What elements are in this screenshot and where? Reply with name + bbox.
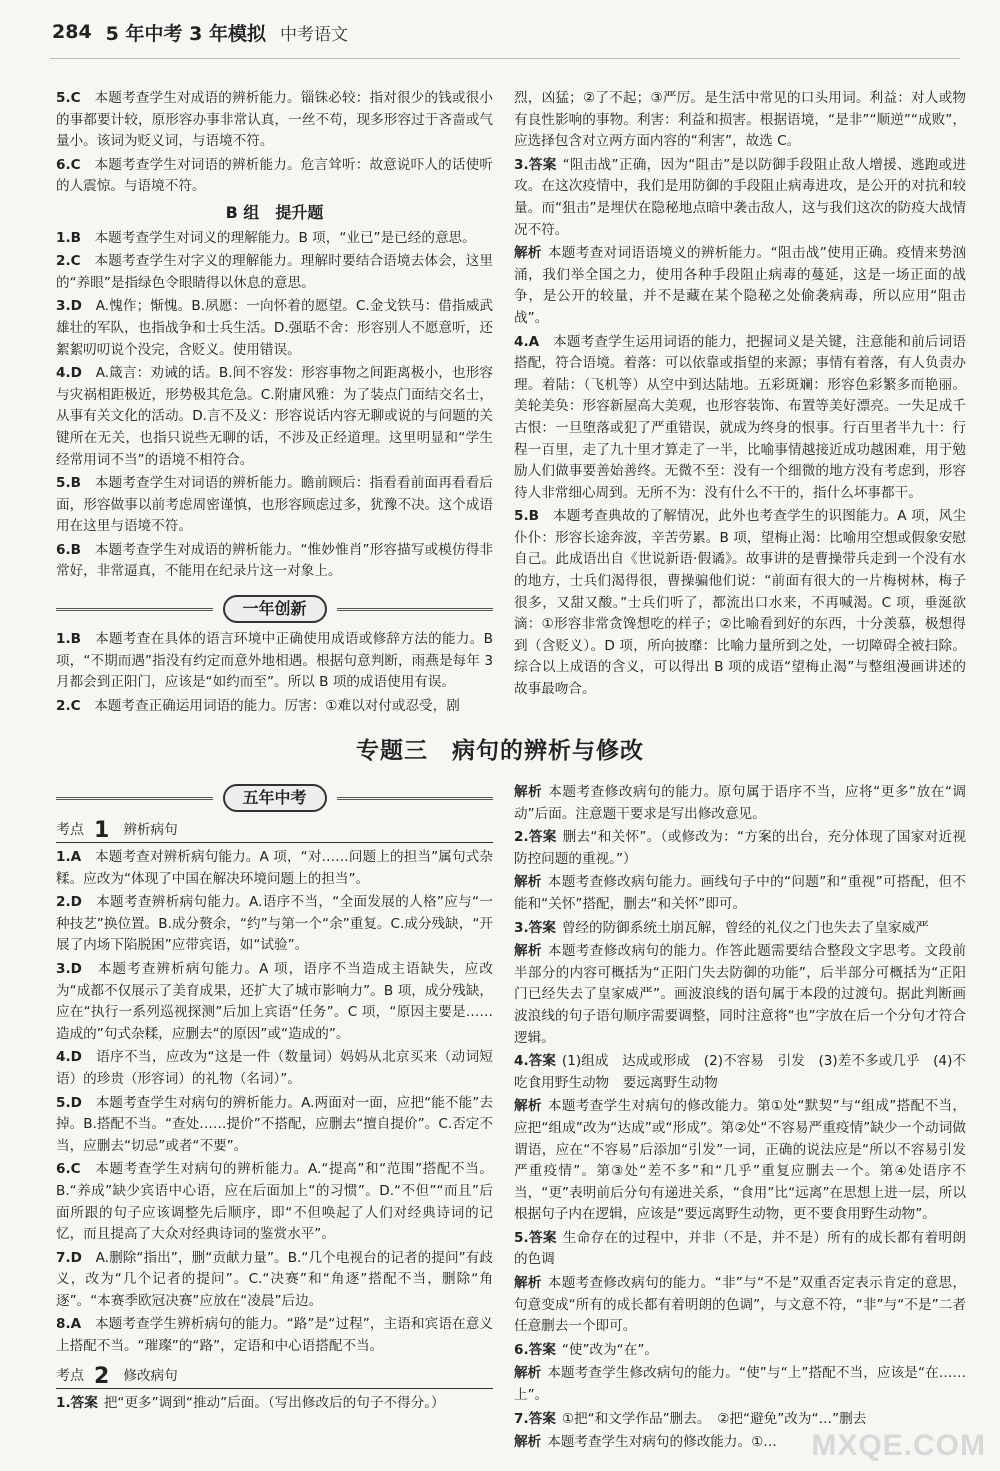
page-number: 284: [52, 21, 92, 43]
site-watermark: MXQE.COM: [811, 1429, 986, 1462]
answer-item: 烈，凶猛；②了不起；③严厉。是生活中常见的口头用词。利益：对人或物有良性影响的事物。利害：利益和损害。根据语境，“是非”“顺逆”“成败”，应选择包含对立两方面内容的“利害”，故选 C。: [514, 90, 966, 150]
answer-item: 7.D A.删除“指出”，删“贡献力量”。B.“几个电视台的记者的提问”有歧义，改为“几个记者的提问”。C.“决赛”和“角逐”搭配不当，删除“角逐”。“本赛季欧冠决赛”应放在“凌晨”后边。: [56, 1249, 494, 1309]
answer-item: 5.B 本题考查典故的了解情况，此外也考查学生的识图能力。A 项，风尘仆仆：形容长途奔波，辛苦劳累。B 项，望梅止渴：比喻用空想或假象安慰自己。此成语出自《世说新语·假谲》。故事讲的是曹操带兵走到一个没有水的地方，士兵们渴得很，曹操骗他们说：“前面有很大的一片梅树林，梅子很多，又甜又酸。”士兵们听了，都流出口水来，不再喊渴。C 项，垂涎欲滴：①形容非常贪馋想吃的样子；②比喻看到好的东西，十分羡慕，极想得到（含贬义）。D 项，所向披靡：比喻力量所到之处，一切障碍全被扫除。综合以上成语的含义，可以得出 B 项的成语“望梅止渴”与整组漫画讲述的故事最吻合。: [514, 508, 967, 698]
banner-label: 五年中考: [222, 784, 326, 812]
analysis-item: 解析 本题考查修改病句的能力。作答此题需要结合整段文字思考。文段前半部分的内容可概括为“正阳门失去防御的功能”，后半部分可概括为“正阳门已经失去了皇家威严”。画波浪线的语句属于本段的过渡句。据此判断画波浪线的句子语句顺序需要调整，同时注意将“也”字放在后一个分句才符合逻辑。: [514, 943, 967, 1046]
upper-right-column: [514, 88, 966, 703]
lower-right-column: [514, 782, 966, 1456]
answer-item: 8.A 本题考查学生辨析病句的能力。“路”是“过程”，主语和宾语在意义上搭配不当。“璀璨”的“路”，定语和中心语搭配不当。: [56, 1316, 494, 1355]
answer-item: 7.答案 ①把“和文学作品”删去。 ②把“避免”改为“…”删去: [514, 1410, 867, 1427]
answer-item: 6.C 本题考查学生对病句的辨析能力。A.“提高”和“范围”搭配不当。B.“养成”缺少宾语中心语，应在后面加上“的习惯”。D.“不但”“而且”后面所跟的句子应该调整先后顺序，即“不但唤起了人们对经典诗词的记忆，而且提高了大众对经典诗词的鉴赏水平”。: [56, 1161, 493, 1243]
section-title: 专题三 病句的辨析与修改: [356, 738, 644, 764]
answer-item: 5.D 本题考查学生对病句的辨析能力。A.两面对一面，应把“能不能”去掉。B.搭配不当。“查处……提价”不搭配，应删去“擅自提价”。C.否定不当，应删去“切忌”或者“不要”。: [56, 1094, 494, 1154]
answer-item: 1.B 本题考查学生对词义的理解能力。B 项，“业已”是已经的意思。: [56, 229, 476, 246]
answer-item: 2.C 本题考查正确运用词语的能力。厉害：①难以对付或忍受，剧: [56, 697, 460, 714]
analysis-item: 解析 本题考查修改病句的能力。原句属于语序不当，应将“更多”放在“调动”后面。注意题干要求是写出修改意见。: [514, 784, 966, 822]
group-heading: B 组 提升题: [225, 202, 324, 222]
answer-item: 4.D A.箴言：劝诫的话。B.间不容发：形容事物之间距离极小，也形容与灾祸相距极近，形势极其危急。C.附庸风雅：为了装点门面结交名士，从事有关文化的活动。D.言不及义：形容说话内容无聊或说的与问题的关键所在无关，也指只说些无聊的话，不涉及正经道理。这里明显和“学生经常用词不当”的语境不相符合。: [56, 365, 494, 468]
topic-heading: 考点 1 辨析病句: [56, 818, 493, 843]
answer-item: 5.B 本题考查学生对词语的辨析能力。瞻前顾后：指看看前面再看看后面，形容做事以前考虑周密谨慎，也形容顾虑过多，犹豫不决。这个成语用在这里与语境不符。: [56, 475, 493, 535]
answer-item: 6.答案 “使”改为“在”。: [514, 1341, 658, 1358]
answer-item: 3.答案 曾经的防御系统土崩瓦解，曾经的礼仪之门也失去了皇家威严: [514, 919, 929, 936]
answer-item: 3.D 本题考查辨析病句能力。A 项，语序不当造成主语缺失，应改为“成都不仅展示了美育成果，还扩大了城市影响力”。B 项，成分残缺，应在“执行一系列巡视探测”后加上宾语“任务”。C 项，“原因主要是……造成的”句式杂糅，应删去“的原因”或“造成的”。: [56, 960, 494, 1042]
lower-left-column: [56, 782, 493, 1416]
analysis-item: 解析 本题考查修改病句的能力。“非”与“不是”双重否定表示肯定的意思，句意变成“所有的成长都有着明朗的色调”，与文意不符，“非”与“不是”二者任意删去一个即可。: [514, 1275, 966, 1335]
analysis-item: 解析 本题考查对词语语境义的辨析能力。“阻击战”使用正确。疫情来势汹涌，我们举全国之力，使用各种手段阻止病毒的蔓延，这是一场正面的战争，是公开的较量，并不是藏在某个隐秘之处偷袭病毒，所以应用“阻击战”。: [514, 245, 966, 326]
analysis-item: 解析 本题考查学生对病句的修改能力。第①处“默契”与“组成”搭配不当，应把“组成”改为“达成”或“形成”。第②处“不容易严重疫情”缺少一个动词做谓语，应在“不容易”后添加“引发”一词，正确的说法应是“所以不容易引发严重疫情”。第③处“差不多”和“几乎”重复应删去一个。第④处语序不当，“更”表明前后分句有递进关系，“食用”比“远离”在思想上进一层，所以根据句子内在逻辑，应该是“要远离野生动物，更不要食用野生动物”。: [514, 1098, 967, 1223]
book-title: 5 年中考 3 年模拟: [105, 22, 266, 45]
answer-item: 3.答案 “阻击战”正确，因为“阻击”是以防御手段阻止敌人增援、逃跑或进攻。在这次疫情中，我们是用防御的手段阻止病毒进攻，是公开的对抗和较量。而“狙击”是埋伏在隐秘地点暗中袭击敌人，这与我们这次的防疫大战情况不符。: [514, 156, 967, 238]
banner-label: 一年创新: [222, 595, 326, 623]
analysis-item: 解析 本题考查修改病句能力。画线句子中的“问题”和“重视”可搭配，但不能和“关怀”搭配，删去“和关怀”即可。: [514, 874, 966, 912]
analysis-item: 解析 本题考查学生修改病句的能力。“使”与“上”搭配不当，应该是“在……上”。: [514, 1365, 966, 1404]
answer-item: 1.A 本题考查对辨析病句能力。A 项，“对……问题上的担当”属句式杂糅。应改为“体现了中国在解决环境问题上的担当”。: [56, 849, 493, 887]
answer-item: 4.D 语序不当，应改为“这是一件（数量词）妈妈从北京买来（动词短语）的珍贵（形容词）的礼物（名词）”。: [56, 1049, 493, 1087]
answer-item: 3.D A.愧作；惭愧。B.夙愿：一向怀着的愿望。C.金戈铁马：借指威武雄壮的军队，也指战争和士兵生活。D.强聒不舍：形容别人不愿意听，还絮絮叨叨说个没完，含贬义。使用错误。: [56, 298, 494, 358]
answer-item: 4.答案 (1)组成 达成或形成 (2)不容易 引发 (3)差不多或几乎 (4)不吃食用野生动物 要远离野生动物: [514, 1053, 966, 1091]
answer-item: 5.答案 生命存在的过程中，并非（不是，并不是）所有的成长都有着明朗的色调: [514, 1229, 967, 1268]
answer-item: 6.B 本题考查学生对成语的辨析能力。“惟妙惟肖”形容描写或模仿得非常好，非常逼真，不能用在纪录片这一对象上。: [56, 541, 494, 580]
answer-item: 4.A 本题考查学生运用词语的能力，把握词义是关键，注意能和前后词语搭配，符合语境。着落：可以依靠或指望的来源；事情有着落，有人负责办理。着陆：（飞机等）从空中到达陆地。五彩斑斓：形容色彩繁多而艳丽。美轮美奂：形容新屋高大美观，也形容装饰、布置等美好漂亮。一失足成千古恨：一旦堕落或犯了严重错误，就成为终身的恨事。行百里者半九十：行程一百里，走了九十里才算走了一半，比喻事情越接近成功越困难，用于勉励人们做事要善始善终。无微不至：没有一个细微的地方没有考虑到，形容待人非常细心周到。无所不为：没有什么不干的，指什么坏事都干。: [514, 333, 967, 501]
answer-item: 6.C 本题考查学生对词语的辨析能力。危言耸听：故意说吓人的话使听的人震惊。与语境不符。: [56, 156, 494, 195]
section-banner: [56, 782, 493, 812]
answer-item: 1.答案 把“更多”调到“推动”后面。（写出修改后的句子不得分。）: [56, 1394, 445, 1411]
answer-item: 2.D 本题考查辨析病句能力。A.语序不当，“全面发展的人格”应与“一种技艺”换位置。B.成分赘余，“约”与第一个“余”重复。C.成分残缺，“开展了内场下陷脱困”应带宾语，如“试验”。: [56, 894, 494, 954]
section-banner: [56, 593, 493, 623]
analysis-item: 解析 本题考查学生对病句的修改能力。①…: [514, 1434, 777, 1451]
answer-item: 2.答案 删去“和关怀”。（或修改为：“方案的出台，充分体现了国家对近视防控问题的重视。”）: [514, 829, 967, 867]
upper-left-column: [56, 88, 493, 719]
answer-item: 2.C 本题考查学生对字义的理解能力。理解时要结合语境去体会，这里的“养眼”是指绿色令眼睛得以休息的意思。: [56, 253, 494, 291]
subject-label: 中考语文: [279, 24, 348, 45]
answer-item: 5.C 本题考查学生对成语的辨析能力。锱铢必较：指对很少的钱或很小的事都要计较，原形容办事非常认真，一丝不苟，现多形容过于吝啬或气量小。该词为贬义词，与语境不符。: [56, 90, 494, 150]
page-header: [52, 14, 348, 50]
answer-item: 1.B 本题考查在具体的语言环境中正确使用成语或修辞方法的能力。B 项，“不期而遇”指没有约定而意外地相遇。根据句意判断，雨燕是每年 3 月都会到正阳门，应该是“如约而至”。所以 B 项的成语使用有误。: [56, 631, 494, 691]
header-divider: [50, 58, 960, 59]
topic-heading: 考点 2 修改病句: [56, 1364, 493, 1389]
